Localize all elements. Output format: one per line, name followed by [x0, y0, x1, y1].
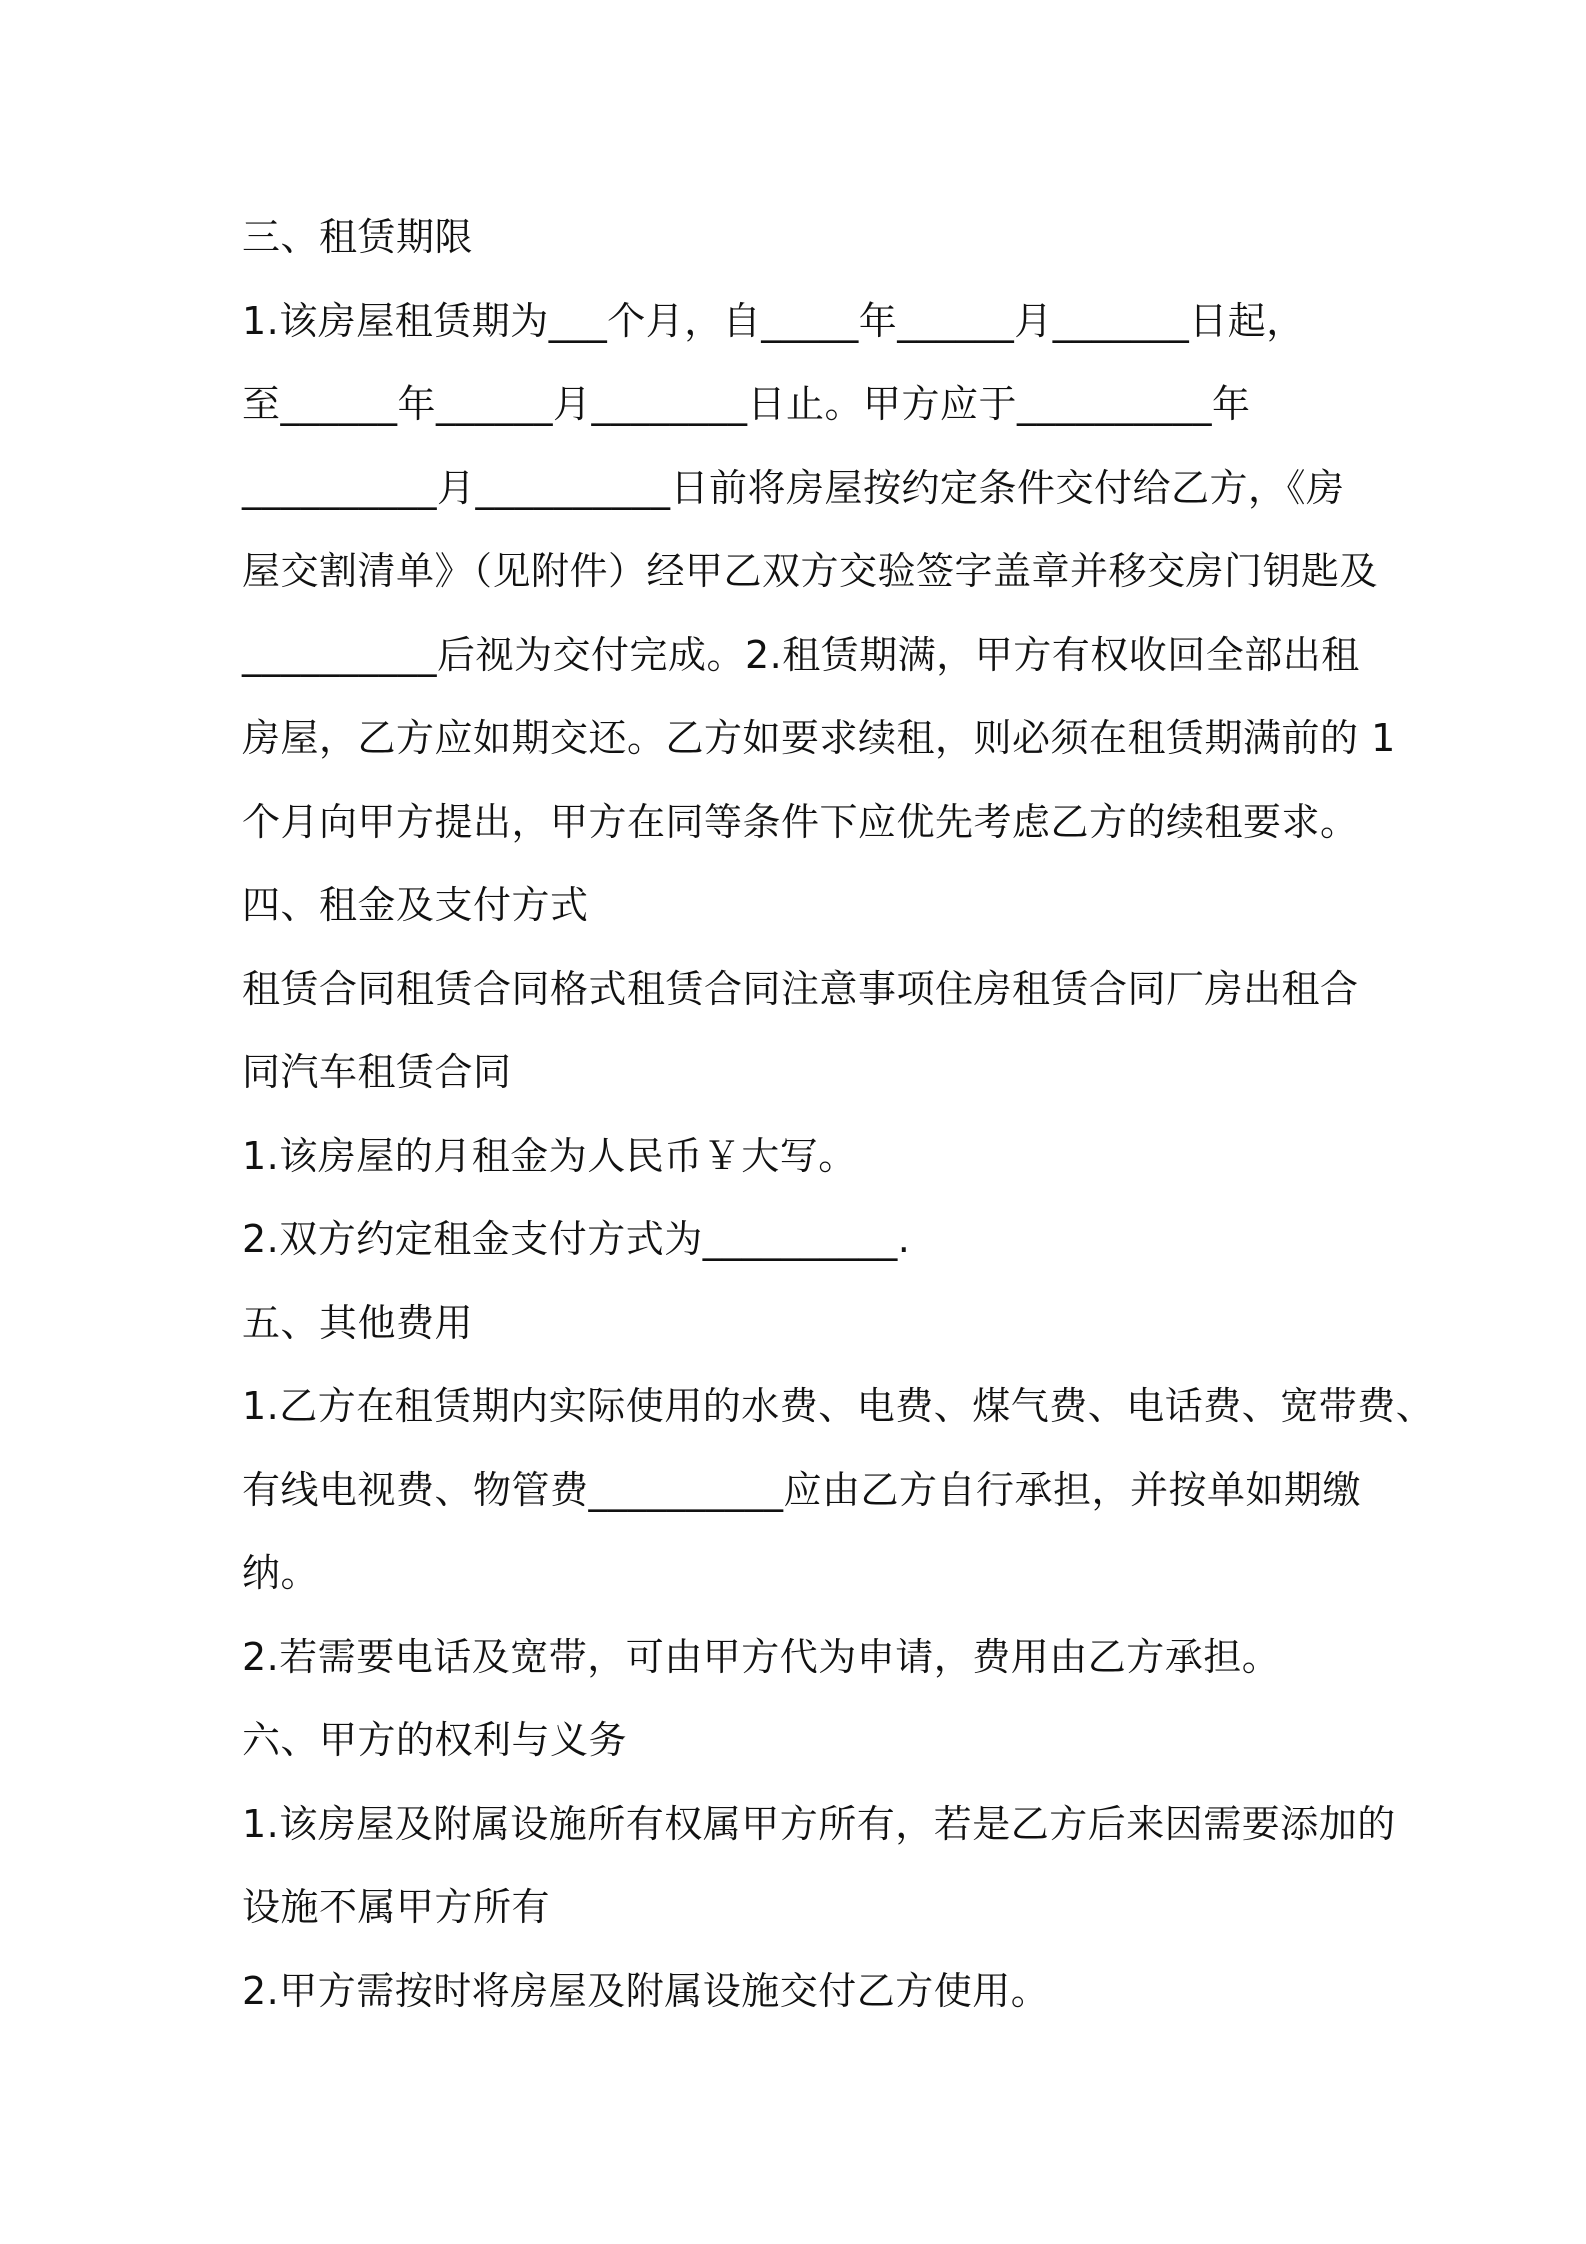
paragraph-line: 2.甲方需按时将房屋及附属设施交付乙方使用。 — [242, 1968, 1050, 2013]
paragraph-line: 1.乙方在租赁期内实际使用的水费、电费、煤气费、电话费、宽带费、 — [242, 1384, 1435, 1428]
paragraph-line: 同汽车租赁合同 — [242, 1050, 512, 1094]
section-heading-lease-term: 三、租赁期限 — [242, 215, 474, 259]
paragraph-line: 至______年______月________日止。甲方应于__________年 — [242, 382, 1251, 426]
paragraph-line: 2.双方约定租金支付方式为__________. — [242, 1217, 911, 1261]
section-heading-landlord-rights: 六、甲方的权利与义务 — [242, 1718, 628, 1762]
paragraph-line: 租赁合同租赁合同格式租赁合同注意事项住房租赁合同厂房出租合 — [242, 966, 1359, 1011]
paragraph-line: 2.若需要电话及宽带，可由甲方代为申请，费用由乙方承担。 — [242, 1634, 1281, 1679]
paragraph-line: 个月向甲方提出，甲方在同等条件下应优先考虑乙方的续租要求。 — [242, 799, 1359, 844]
paragraph-line: 房屋，乙方应如期交还。乙方如要求续租，则必须在租赁期满前的 1 — [242, 716, 1396, 760]
paragraph-line: __________月__________日前将房屋按约定条件交付给乙方，《房 — [242, 465, 1345, 510]
paragraph-line: 1.该房屋的月租金为人民币￥大写。 — [242, 1133, 857, 1178]
section-heading-other-fees: 五、其他费用 — [242, 1300, 474, 1345]
paragraph-line: 1.该房屋及附属设施所有权属甲方所有，若是乙方后来因需要添加的 — [242, 1801, 1396, 1846]
paragraph-line: 屋交割清单》（见附件）经甲乙双方交验签字盖章并移交房门钥匙及 — [242, 549, 1379, 593]
paragraph-line: 纳。 — [242, 1551, 320, 1595]
paragraph-line: 有线电视费、物管费__________应由乙方自行承担，并按单如期缴 — [242, 1467, 1362, 1512]
section-heading-rent-payment: 四、租金及支付方式 — [242, 883, 589, 927]
document-body — [242, 196, 1435, 2033]
paragraph-line: 1.该房屋租赁期为___个月，自_____年______月_______日起， — [242, 298, 1305, 343]
paragraph-line: 设施不属甲方所有 — [242, 1885, 551, 1929]
paragraph-line: __________后视为交付完成。2.租赁期满，甲方有权收回全部出租 — [242, 632, 1360, 677]
